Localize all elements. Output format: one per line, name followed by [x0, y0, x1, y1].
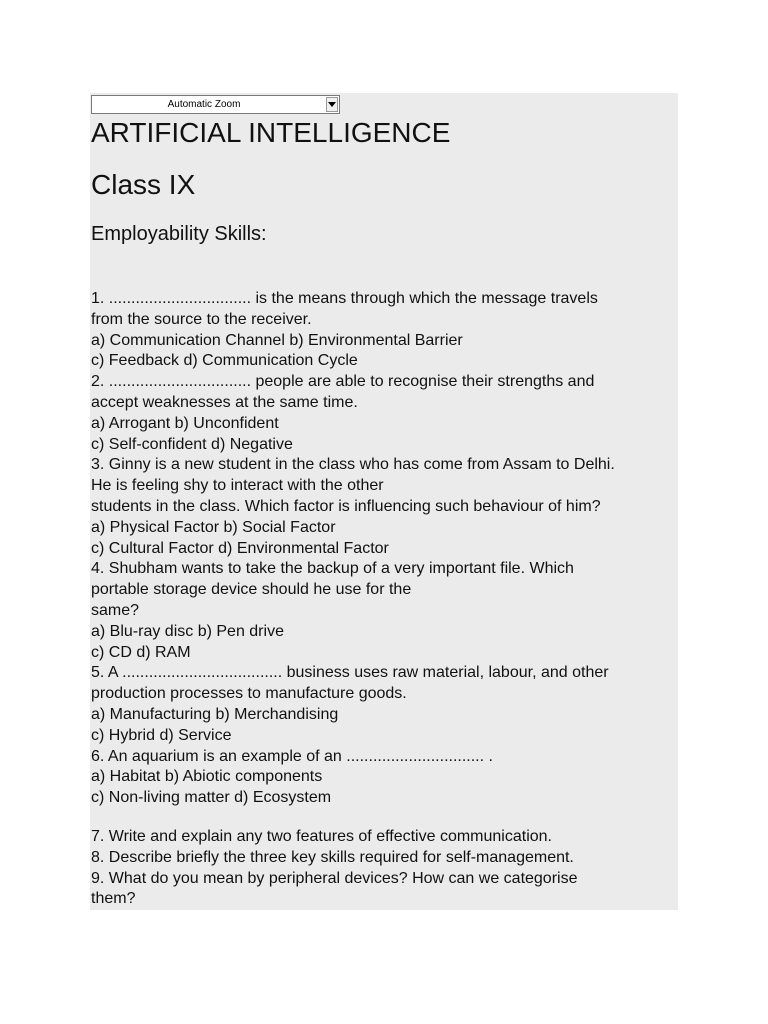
question-line: a) Arrogant b) Unconfident [91, 414, 279, 432]
question-line: c) Self-confident d) Negative [91, 435, 293, 453]
document-subtitle: Class IX [91, 169, 196, 200]
question-line: a) Habitat b) Abiotic components [91, 768, 323, 786]
zoom-select-value: Automatic Zoom [167, 99, 241, 110]
question-line: a) Communication Channel b) Environmental Barrier [91, 331, 463, 349]
question-line: 5. A .................................... business uses raw material, labour, and other [91, 664, 609, 682]
section-heading: Employability Skills: [91, 223, 267, 245]
question-line: He is feeling shy to interact with the other [91, 477, 384, 495]
question-line: a) Physical Factor b) Social Factor [91, 518, 336, 536]
question-line: 1. ................................ is the means through which the message travels [91, 290, 598, 307]
zoom-select[interactable] [91, 95, 340, 114]
question-line: them? [91, 890, 136, 908]
question-line: a) Manufacturing b) Merchandising [91, 705, 339, 723]
question-line: c) Feedback d) Communication Cycle [91, 352, 358, 370]
question-line: production processes to manufacture goods. [91, 685, 407, 703]
question-line: 3. Ginny is a new student in the class who has come from Assam to Delhi. [91, 456, 615, 474]
question-line: 2. ................................ people are able to recognise their strengths and [91, 373, 595, 391]
question-line: students in the class. Which factor is influencing such behaviour of him? [91, 497, 601, 515]
chevron-down-icon[interactable] [326, 97, 338, 112]
paragraph-gap [91, 809, 676, 827]
question-line: portable storage device should he use for the [91, 581, 412, 599]
question-line: a) Blu-ray disc b) Pen drive [91, 622, 284, 640]
question-line: accept weaknesses at the same time. [91, 393, 358, 411]
question-line: 9. What do you mean by peripheral devices? How can we categorise [91, 869, 578, 887]
question-line: 6. An aquarium is an example of an ............................... . [91, 747, 493, 765]
question-line: from the source to the receiver. [91, 310, 312, 328]
question-line: c) Hybrid d) Service [91, 726, 232, 744]
question-line: 4. Shubham wants to take the backup of a very important file. Which [91, 560, 574, 578]
question-list [91, 289, 676, 910]
question-line: c) Cultural Factor d) Environmental Factor [91, 539, 389, 557]
question-line: c) CD d) RAM [91, 643, 191, 661]
question-line: 8. Describe briefly the three key skills required for self-management. [91, 848, 574, 866]
question-line: same? [91, 601, 140, 619]
question-line: c) Non-living matter d) Ecosystem [91, 789, 332, 807]
document-title: ARTIFICIAL INTELLIGENCE [91, 117, 451, 148]
question-line: 7. Write and explain any two features of effective communication. [91, 827, 552, 845]
